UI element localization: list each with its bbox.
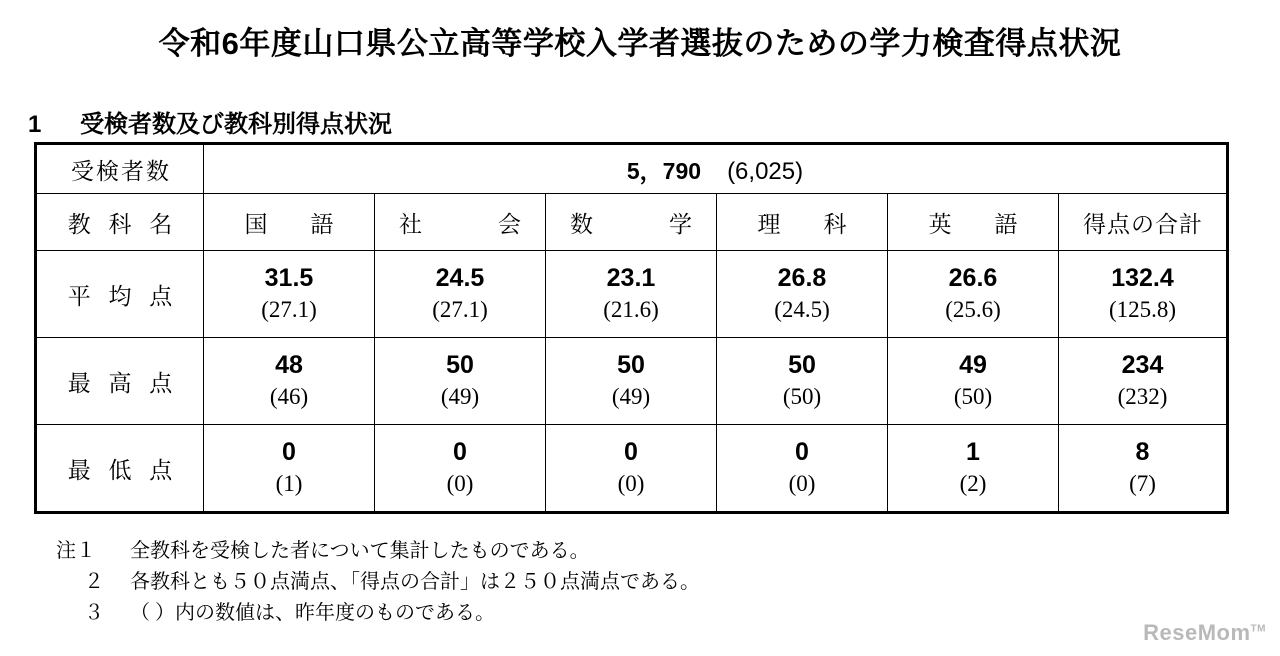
cell-lowest-kokugo — [204, 425, 375, 513]
value-current: 0 — [624, 438, 638, 467]
value-current: 0 — [453, 438, 467, 467]
value-current: 26.6 — [948, 264, 998, 293]
cell-highest-sugaku — [546, 338, 717, 425]
watermark — [1143, 620, 1266, 646]
value-previous: (50) — [782, 383, 822, 409]
page-title: 令和6年度山口県公立高等学校入学者選抜のための学力検査得点状況 — [158, 26, 1122, 61]
cell-average-eigo — [888, 251, 1059, 338]
subject-header-rika: 理 科 — [717, 194, 888, 251]
value-current: 0 — [282, 438, 296, 467]
value-current: 49 — [959, 351, 987, 380]
value-current: 26.8 — [777, 264, 827, 293]
cell-lowest-rika — [717, 425, 888, 513]
cell-average-kokugo — [204, 251, 375, 338]
value-previous: (7) — [1129, 470, 1156, 496]
value-previous: (2) — [959, 470, 987, 496]
value-previous: (232) — [1117, 383, 1168, 409]
subject-row-label: 教 科 名 — [36, 194, 204, 251]
note-text: （ ）内の数値は、昨年度のものである。 — [130, 602, 495, 624]
value-previous: (27.1) — [261, 296, 317, 322]
value-previous: (125.8) — [1108, 296, 1177, 322]
row-label-average: 平 均 点 — [36, 251, 204, 338]
value-previous: (0) — [446, 470, 474, 496]
value-current: 132.4 — [1111, 264, 1174, 293]
value-previous: (1) — [275, 470, 303, 496]
subject-header-kokugo: 国 語 — [204, 194, 375, 251]
value-current: 50 — [446, 351, 474, 380]
cell-highest-eigo — [888, 338, 1059, 425]
value-previous: (24.5) — [774, 296, 830, 322]
row-label-lowest: 最 低 点 — [36, 425, 204, 513]
note-number: 注１ — [56, 540, 96, 562]
value-current: 23.1 — [606, 264, 656, 293]
value-current: 48 — [275, 351, 303, 380]
cell-highest-rika — [717, 338, 888, 425]
cell-highest-kokugo — [204, 338, 375, 425]
value-current: 8 — [1135, 438, 1150, 467]
subject-header-total: 得点の合計 — [1059, 194, 1228, 251]
value-current: 50 — [788, 351, 816, 380]
value-previous: (49) — [611, 383, 651, 409]
value-current: 234 — [1121, 351, 1164, 380]
value-previous: (46) — [269, 383, 309, 409]
value-current: 31.5 — [264, 264, 314, 293]
note-item — [56, 567, 700, 598]
examinees-value: 5，790 — [626, 157, 702, 184]
value-current: 1 — [966, 438, 980, 467]
value-current: 0 — [795, 438, 809, 467]
table-row-average — [36, 251, 1228, 338]
subject-header-shakai: 社 会 — [375, 194, 546, 251]
cell-lowest-shakai — [375, 425, 546, 513]
note-item — [56, 598, 700, 629]
table-row-highest — [36, 338, 1228, 425]
value-previous: (0) — [617, 470, 645, 496]
value-current: 50 — [617, 351, 645, 380]
subject-header-sugaku: 数 学 — [546, 194, 717, 251]
cell-average-rika — [717, 251, 888, 338]
cell-average-total — [1059, 251, 1228, 338]
section-number: 1 — [28, 111, 42, 138]
note-item — [56, 536, 700, 567]
value-previous: (50) — [953, 383, 993, 409]
cell-lowest-sugaku — [546, 425, 717, 513]
table-row-examinees — [36, 144, 1228, 194]
row-label-highest: 最 高 点 — [36, 338, 204, 425]
cell-highest-total — [1059, 338, 1228, 425]
watermark-text: ReseMom — [1143, 620, 1251, 645]
value-previous: (49) — [440, 383, 480, 409]
note-text: 各教科とも５０点満点、「得点の合計」は２５０点満点である。 — [130, 571, 700, 593]
cell-lowest-eigo — [888, 425, 1059, 513]
cell-lowest-total — [1059, 425, 1228, 513]
notes-block — [56, 536, 700, 629]
note-number: ２ — [84, 571, 104, 593]
value-current: 24.5 — [435, 264, 485, 293]
cell-average-sugaku — [546, 251, 717, 338]
examinees-previous: (6,025) — [727, 157, 804, 185]
note-number: ３ — [84, 602, 104, 624]
watermark-tm: TM — [1250, 623, 1266, 635]
value-previous: (27.1) — [432, 296, 488, 322]
cell-average-shakai — [375, 251, 546, 338]
value-previous: (21.6) — [603, 296, 659, 322]
section-heading — [28, 104, 392, 139]
score-table — [34, 142, 1229, 514]
cell-highest-shakai — [375, 338, 546, 425]
section-title: 受検者数及び教科別得点状況 — [80, 111, 392, 138]
table-row-subjects — [36, 194, 1228, 251]
value-previous: (0) — [788, 470, 816, 496]
examinees-value-cell — [204, 144, 1228, 194]
subject-header-eigo: 英 語 — [888, 194, 1059, 251]
note-text: 全教科を受検した者について集計したものである。 — [130, 540, 590, 562]
value-previous: (25.6) — [945, 296, 1001, 322]
examinees-label: 受検者数 — [36, 144, 204, 194]
table-row-lowest — [36, 425, 1228, 513]
